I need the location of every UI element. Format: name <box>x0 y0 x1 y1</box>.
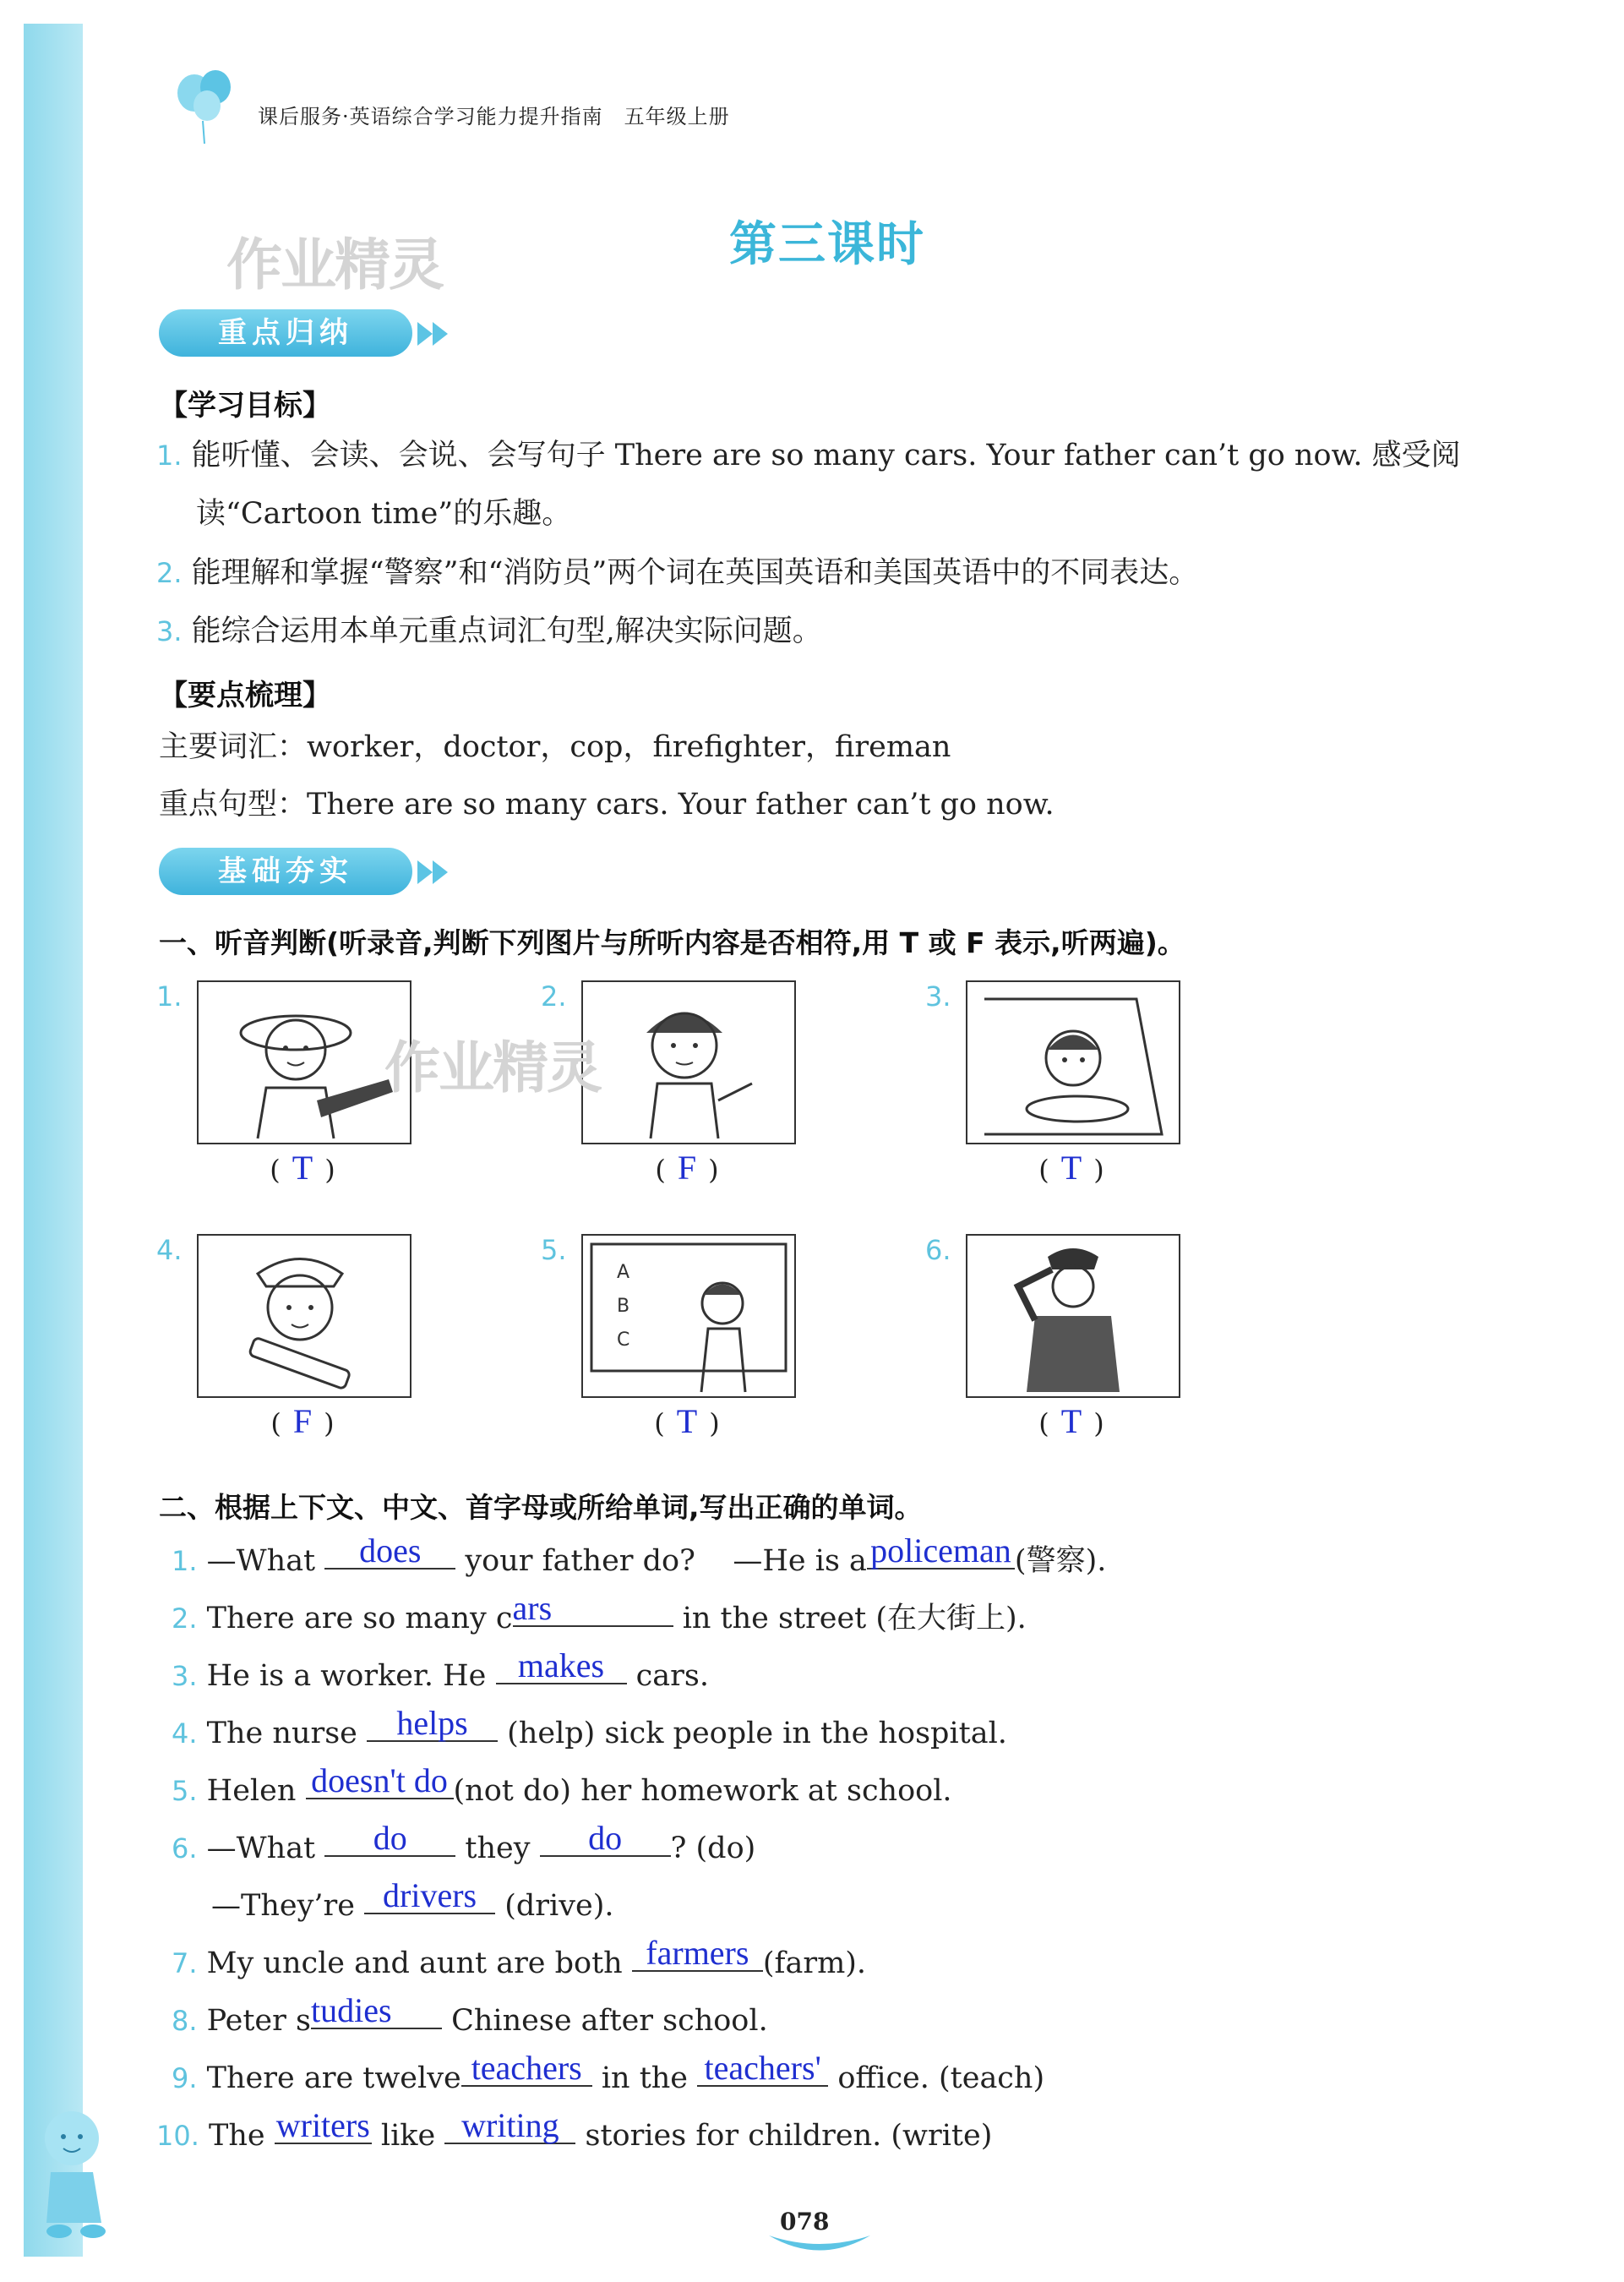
svg-text:B: B <box>617 1296 630 1317</box>
part1-heading: 一、听音判断(听录音,判断下列图片与所听内容是否相符,用 T 或 F 表示,听两遍)。 <box>159 926 1185 959</box>
cartoon-kid-icon <box>25 2096 127 2248</box>
side-decoration-strip <box>24 24 83 2257</box>
picture-number: 4. <box>156 1234 183 1266</box>
question-8: 8. Peter studies Chinese after school. <box>172 1991 768 2038</box>
answer-1: ( T ) <box>270 1149 335 1187</box>
picture-number: 3. <box>925 980 951 1013</box>
question-5: 5. Helen doesn't do (not do) her homework at school. <box>172 1761 952 1808</box>
question-6: 6. —What do they do ? (do) <box>172 1819 756 1865</box>
double-arrow-icon <box>417 320 455 347</box>
key-points-banner: 重点归纳 <box>159 309 456 357</box>
svg-text:C: C <box>617 1329 630 1351</box>
basics-banner: 基础夯实 <box>159 848 456 895</box>
question-10: 10. The writers like writing stories for children. (write) <box>156 2106 993 2153</box>
policeman-picture-icon <box>966 1234 1180 1398</box>
part2-heading: 二、根据上下文、中文、首字母或所给单词,写出正确的单词。 <box>159 1491 923 1524</box>
question-6-reply: —They’re drivers (drive). <box>211 1876 614 1923</box>
question-4: 4. The nurse helps (help) sick people in the hospital. <box>172 1704 1007 1750</box>
svg-text:A: A <box>617 1262 630 1283</box>
boy-picture-icon <box>581 980 796 1144</box>
picture-number: 6. <box>925 1234 951 1266</box>
goal-item-1-continued: 读“Cartoon time”的乐趣。 <box>196 497 572 531</box>
question-2: 2. There are so many cars in the street (在大街上). <box>172 1589 1027 1635</box>
teacher-picture-icon <box>581 1234 796 1398</box>
question-3: 3. He is a worker. He makes cars. <box>172 1646 709 1693</box>
goal-item-1: 1. 能听懂、会读、会说、会写句子 There are so many cars. Your father can’t go now. 感受阅 <box>156 439 1461 472</box>
balloons-icon <box>169 63 245 148</box>
lesson-title: 第三课时 <box>729 217 925 272</box>
goal-item-2: 2. 能理解和掌握“警察”和“消防员”两个词在英国英语和美国英语中的不同表达。 <box>156 556 1199 590</box>
double-arrow-icon <box>417 859 455 886</box>
answer-5: ( T ) <box>654 1402 720 1440</box>
watermark: 作业精灵 <box>226 232 443 298</box>
answer-6: ( T ) <box>1038 1402 1104 1440</box>
goal-item-3: 3. 能综合运用本单元重点词汇句型,解决实际问题。 <box>156 614 822 648</box>
summary-heading: 【要点梳理】 <box>159 679 331 712</box>
question-1: 1. —What does your father do? —He is a policeman (警察). <box>172 1531 1107 1578</box>
picture-number: 1. <box>156 980 183 1013</box>
watermark: 作业精灵 <box>384 1035 601 1100</box>
farmer-picture-icon <box>197 980 411 1144</box>
picture-number: 2. <box>541 980 567 1013</box>
question-7: 7. My uncle and aunt are both farmers (farm). <box>172 1934 867 1980</box>
page-number-ornament-icon <box>760 2227 879 2261</box>
picture-number: 5. <box>541 1234 567 1266</box>
vocab-line: 主要词汇：worker，doctor，cop，firefighter，fireman <box>159 730 951 764</box>
driver-picture-icon <box>966 980 1180 1144</box>
book-header: 课后服务·英语综合学习能力提升指南 五年级上册 <box>258 105 730 128</box>
sentence-pattern-line: 重点句型：There are so many cars. Your father can’t go now. <box>159 788 1055 822</box>
nurse-picture-icon <box>197 1234 411 1398</box>
question-9: 9. There are twelve teachers in the teachers' office. (teach) <box>172 2049 1045 2095</box>
answer-3: ( T ) <box>1038 1149 1104 1187</box>
answer-2: ( F ) <box>655 1149 719 1187</box>
page-number: 078 <box>780 2208 830 2236</box>
answer-4: ( F ) <box>270 1402 335 1440</box>
goals-heading: 【学习目标】 <box>159 389 331 423</box>
